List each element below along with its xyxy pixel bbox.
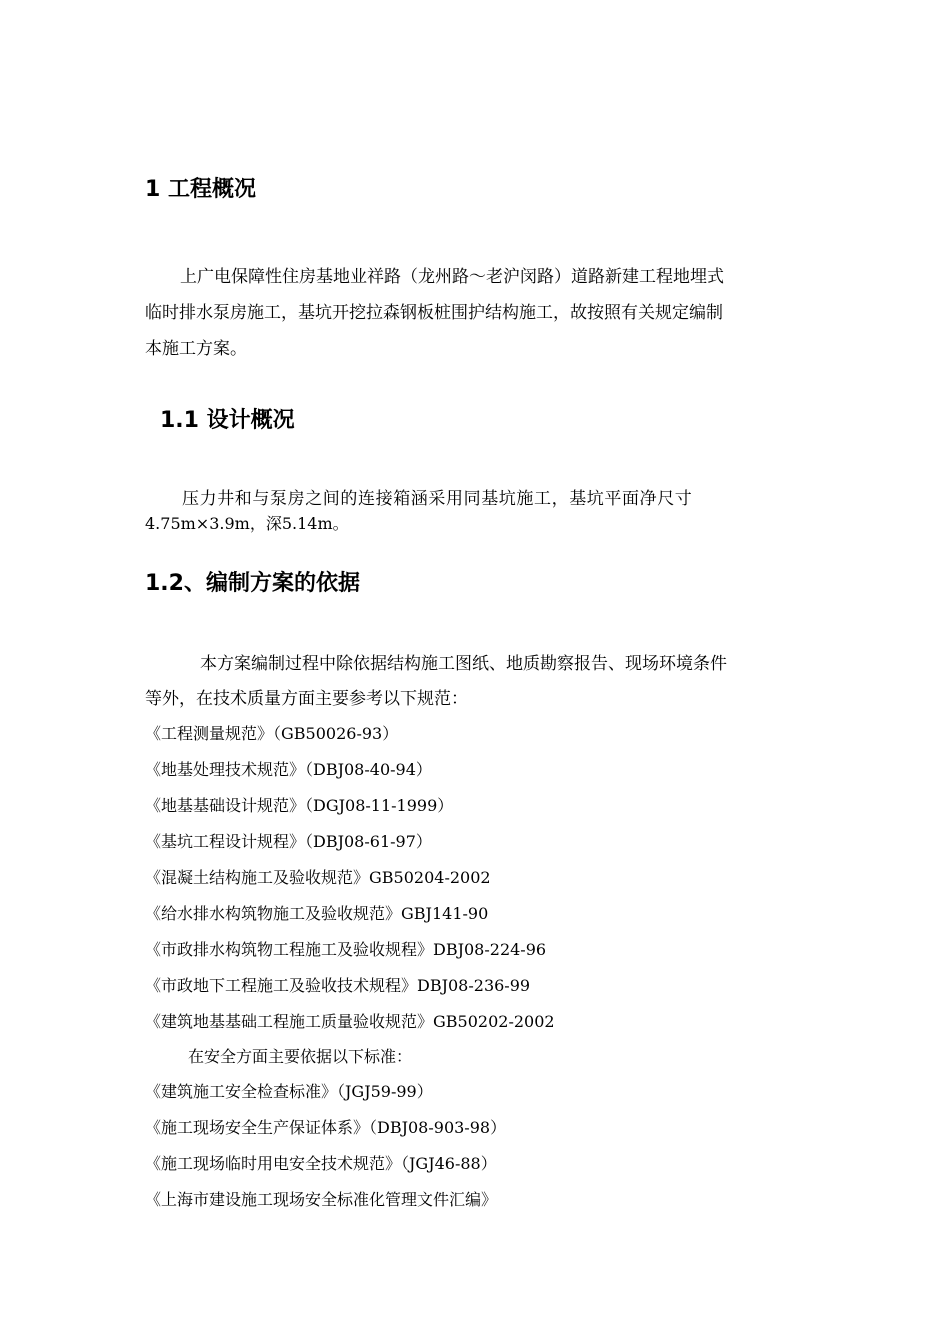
section-1-2-intro-line: 本方案编制过程中除依据结构施工图纸、地质勘察报告、现场环境条件 xyxy=(200,654,727,674)
safety-ref-item: 《上海市建设施工现场安全标准化管理文件汇编》 xyxy=(145,1190,498,1209)
tech-ref-item: 《地基处理技术规范》（DBJ08-40-94） xyxy=(145,760,432,779)
section-1-1-heading: 1.1 设计概况 xyxy=(160,408,295,433)
section-1-para-line: 上广电保障性住房基地业祥路（龙州路～老沪闵路）道路新建工程地埋式 xyxy=(180,267,724,287)
safety-ref-item: 《施工现场安全生产保证体系》（DBJ08-903-98） xyxy=(145,1118,507,1137)
tech-ref-item: 《地基基础设计规范》（DGJ08-11-1999） xyxy=(145,796,454,815)
section-1-2-intro-line: 等外，在技术质量方面主要参考以下规范： xyxy=(145,689,468,709)
section-1-para-line: 临时排水泵房施工，基坑开挖拉森钢板桩围护结构施工，故按照有关规定编制 xyxy=(145,303,723,323)
tech-ref-item: 《市政地下工程施工及验收技术规程》DBJ08-236-99 xyxy=(145,976,531,995)
section-1-2-heading: 1.2、编制方案的依据 xyxy=(145,571,360,596)
tech-ref-item: 《混凝土结构施工及验收规范》GB50204-2002 xyxy=(145,868,491,887)
tech-ref-item: 《基坑工程设计规程》（DBJ08-61-97） xyxy=(145,832,432,851)
safety-ref-item: 《施工现场临时用电安全技术规范》（JGJ46-88） xyxy=(145,1154,497,1173)
section-1-heading: 1 工程概况 xyxy=(145,177,256,202)
section-1-1-para-line: 压力井和与泵房之间的连接箱涵采用同基坑施工，基坑平面净尺寸 xyxy=(182,489,693,509)
section-1-1-para-line: 4.75m×3.9m，深5.14m。 xyxy=(145,514,349,533)
tech-ref-item: 《建筑地基基础工程施工质量验收规范》GB50202-2002 xyxy=(145,1012,555,1031)
safety-intro: 在安全方面主要依据以下标准： xyxy=(188,1047,413,1066)
tech-ref-item: 《市政排水构筑物工程施工及验收规程》DBJ08-224-96 xyxy=(145,940,547,959)
tech-ref-item: 《工程测量规范》（GB50026-93） xyxy=(145,724,399,743)
tech-ref-item: 《给水排水构筑物施工及验收规范》GBJ141-90 xyxy=(145,904,489,923)
section-1-para-line: 本施工方案。 xyxy=(145,339,247,359)
safety-ref-item: 《建筑施工安全检查标准》（JGJ59-99） xyxy=(145,1082,433,1101)
